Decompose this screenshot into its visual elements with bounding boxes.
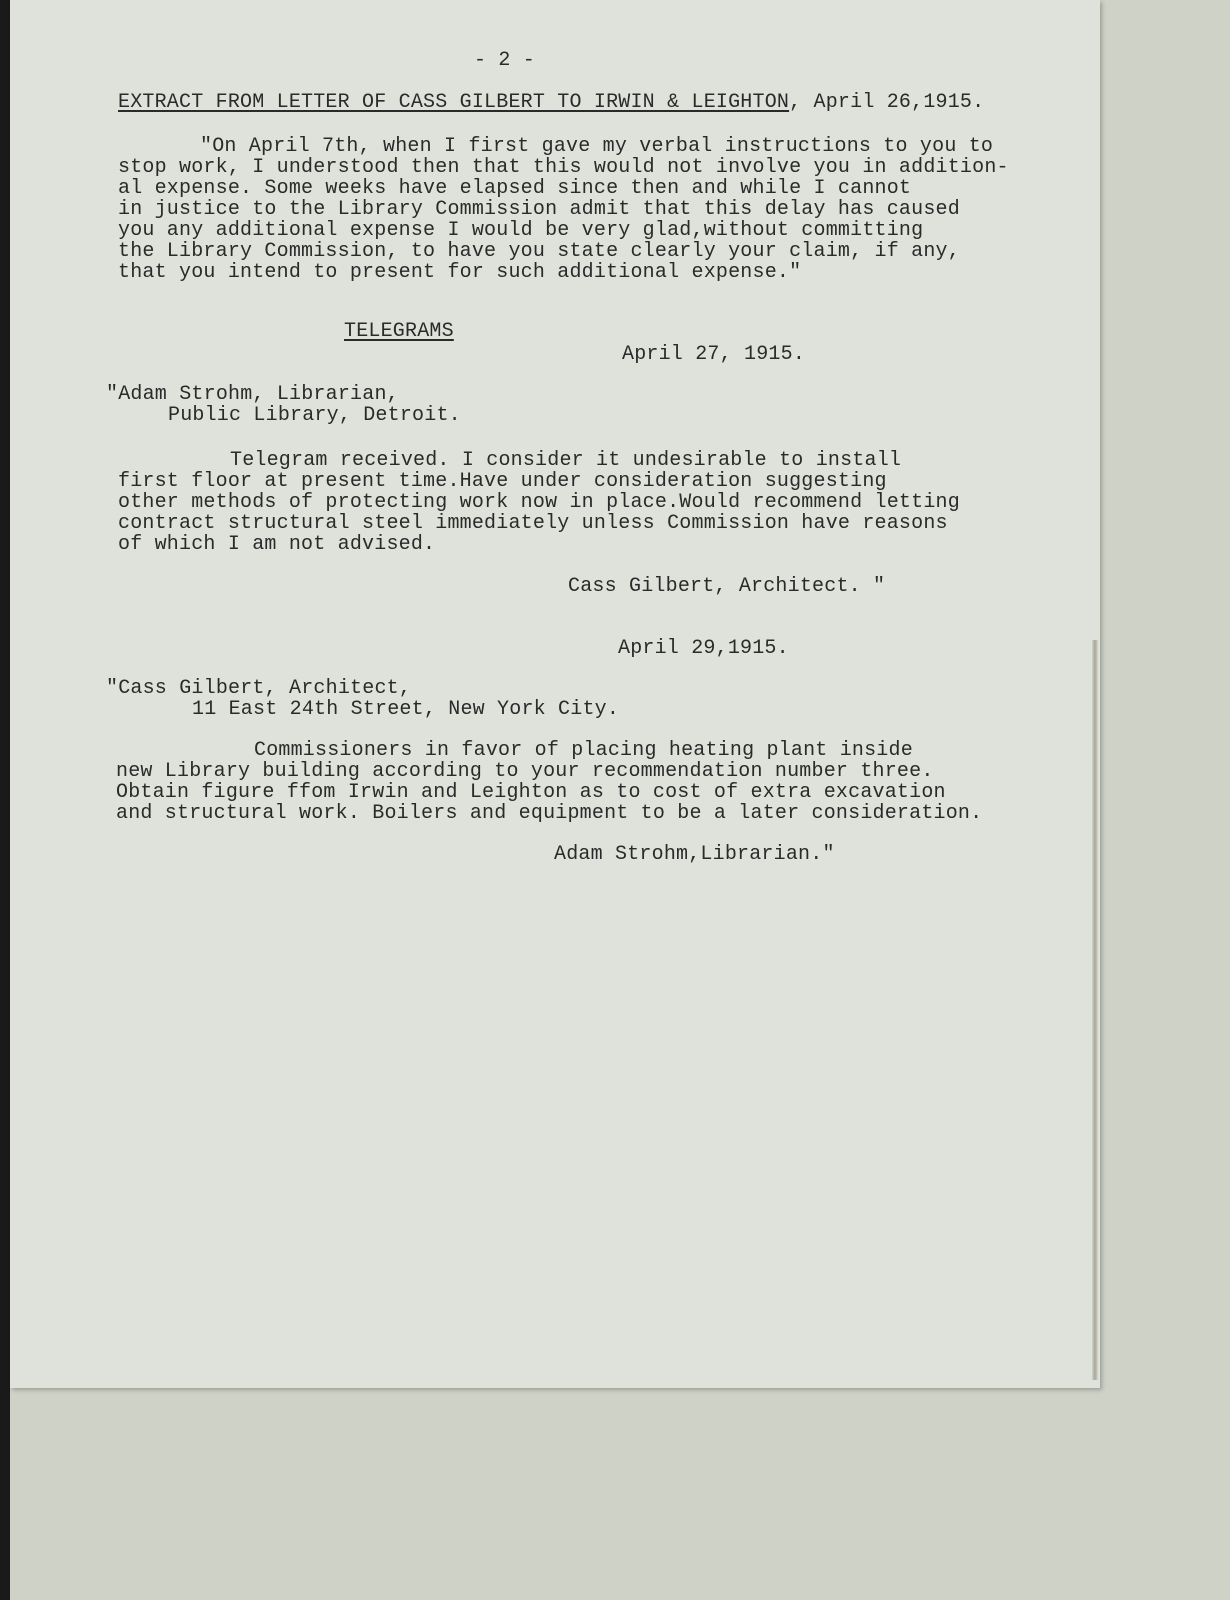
- telegrams-heading: TELEGRAMS: [344, 320, 454, 343]
- telegram1-address: Public Library, Detroit.: [168, 404, 461, 427]
- extract-line-6: the Library Commission, to have you state clearly your claim, if any,: [118, 240, 960, 263]
- extract-line-3: al expense. Some weeks have elapsed since then and while I cannot: [118, 177, 912, 200]
- paper-edge-shadow: [1092, 640, 1098, 1380]
- telegram1-date: April 27, 1915.: [622, 343, 806, 366]
- telegram1-line-4: contract structural steel immediately unless Commission have reasons: [118, 512, 948, 535]
- extract-heading-line: [118, 92, 984, 113]
- telegram2-line-1: Commissioners in favor of placing heating plant inside: [254, 739, 913, 762]
- telegram1-line-2: first floor at present time.Have under consideration suggesting: [118, 470, 887, 493]
- telegram1-addressee: "Adam Strohm, Librarian,: [106, 383, 399, 406]
- telegram2-date: April 29,1915.: [618, 637, 789, 660]
- telegram2-line-3: Obtain figure ffom Irwin and Leighton as to cost of extra excavation: [116, 781, 946, 804]
- extract-line-5: you any additional expense I would be very glad,without committing: [118, 219, 924, 242]
- extract-heading-date: , April 26,1915.: [789, 91, 985, 114]
- extract-line-4: in justice to the Library Commission admit that this delay has caused: [118, 198, 960, 221]
- telegram2-addressee: "Cass Gilbert, Architect,: [106, 677, 412, 700]
- telegram1-signature: Cass Gilbert, Architect. ": [568, 575, 886, 598]
- telegram2-line-2: new Library building according to your recommendation number three.: [116, 760, 934, 783]
- extract-line-2: stop work, I understood then that this would not involve you in addition-: [118, 156, 1009, 179]
- telegram1-line-1: Telegram received. I consider it undesirable to install: [230, 449, 902, 472]
- page-number: - 2 -: [474, 49, 536, 72]
- telegram2-line-4: and structural work. Boilers and equipment to be a later consideration.: [116, 802, 983, 825]
- extract-line-1: "On April 7th, when I first gave my verbal instructions to you to: [200, 135, 994, 158]
- telegram1-line-3: other methods of protecting work now in place.Would recommend letting: [118, 491, 960, 514]
- telegram2-address: 11 East 24th Street, New York City.: [192, 698, 620, 721]
- telegram2-signature: Adam Strohm,Librarian.": [554, 843, 835, 866]
- extract-heading: EXTRACT FROM LETTER OF CASS GILBERT TO IRWIN & LEIGHTON: [118, 91, 790, 114]
- telegram1-line-5: of which I am not advised.: [118, 533, 436, 556]
- extract-line-7: that you intend to present for such additional expense.": [118, 261, 802, 284]
- scan-left-edge: [0, 0, 10, 1600]
